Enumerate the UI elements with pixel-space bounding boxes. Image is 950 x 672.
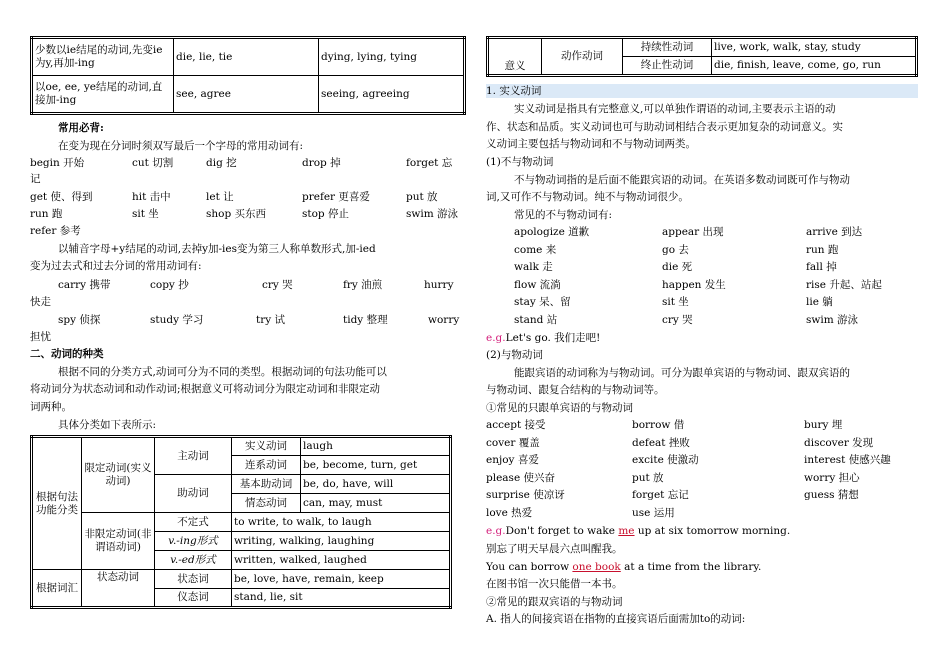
eg-highlight: me: [618, 525, 635, 537]
word-item: cry 哭: [662, 314, 693, 326]
word-item: dig 挖: [206, 157, 237, 169]
ed-example: written, walked, laughed: [232, 551, 451, 570]
double-intro: 在变为现在分词时须双写最后一个字母的常用动词有:: [58, 140, 304, 152]
word-item: stand 站: [514, 314, 558, 326]
word-item: lie 躺: [806, 296, 833, 309]
eg-translation: 在图书馆一次只能借一本书。: [486, 578, 623, 590]
word-item: die 死: [662, 261, 693, 274]
word-item: happen 发生: [662, 278, 726, 291]
heading-intransitive: (1)不与物动词: [486, 156, 554, 168]
word-item: run 跑: [806, 243, 839, 256]
heading-transitive: (2)与物动词: [486, 349, 543, 361]
result-cell: seeing, agreeing: [319, 76, 465, 114]
infinitive-cell: 不定式: [155, 513, 232, 532]
word-item: tidy 整理: [343, 314, 388, 326]
word-item: worry 担心: [804, 471, 860, 484]
section2-p2: 将动词分为状态动词和动作动词;根据意义可将动词分为限定动词和非限定动: [30, 383, 381, 395]
para: 常见的不与物动词有:: [514, 209, 613, 221]
eg-label: e.g.: [486, 332, 506, 344]
eg-text: You can borrow: [486, 561, 573, 573]
word-item: go 去: [662, 243, 689, 256]
word-item: prefer 更喜爱: [302, 191, 370, 203]
table-row: [32, 76, 465, 114]
group-lexical-cell: 根据词汇: [32, 570, 82, 608]
word-item: study 学习: [150, 314, 204, 326]
word-item: hit 击中: [132, 191, 171, 203]
word-item: cry 哭: [262, 279, 293, 291]
word-item: hurry: [424, 279, 454, 291]
main-verb-cell: 主动词: [155, 437, 232, 475]
word-item: fall 掉: [806, 261, 837, 274]
heading-to-verbs: A. 指人的间接宾语在指物的直接宾语后面需加to的动词:: [486, 613, 746, 625]
verb-classification-table: [30, 435, 452, 609]
para: 作、状态和品质。实义动词也可与助动词相结合表示更加复杂的动词意义。实: [486, 121, 843, 133]
ing-cell: v.-ing形式: [155, 532, 232, 551]
word-item: walk 走: [514, 261, 553, 274]
section2-p4: 具体分类如下表所示:: [58, 419, 157, 431]
eg-translation: 别忘了明天早晨六点叫醒我。: [486, 543, 623, 555]
basic-aux-cell: 基本助动词: [232, 475, 301, 494]
word-item: please 使兴奋: [486, 471, 555, 484]
word-item: apologize 道歉: [514, 226, 590, 238]
para: 义动词主要包括与物动词和不与物动词两类。: [486, 138, 696, 150]
word-item: excite 使激动: [632, 454, 699, 467]
word-item: swim 游泳: [806, 314, 859, 326]
word-item: use 运用: [632, 507, 675, 519]
word-item: sit 坐: [132, 208, 159, 220]
rule-cell: 少数以ie结尾的动词,先变ie为y,再加-ing: [32, 38, 174, 76]
table-row: [32, 437, 451, 456]
word-item: carry 携带: [58, 279, 111, 291]
word-item: stay 呆、留: [514, 296, 571, 309]
word-item: forget 忘: [406, 157, 453, 169]
word-item: forget 忘记: [632, 489, 689, 502]
word-item: put 放: [406, 191, 438, 203]
state-cell: 状态词: [155, 570, 232, 589]
eg-highlight: one book: [572, 561, 621, 573]
example-line: [486, 560, 761, 574]
state-verb-cell: 状态动词: [82, 570, 155, 608]
word-item: drop 掉: [302, 157, 341, 169]
ed-cell: v.-ed形式: [155, 551, 232, 570]
action-verb-table: [486, 36, 918, 77]
word-item: accept 接受: [486, 419, 546, 431]
eg-text: Let's go. 我们走吧!: [505, 332, 601, 344]
word-item: spy 侦探: [58, 314, 101, 326]
notional-cell: 实义动词: [232, 437, 301, 456]
must-memorize-heading: 常用必背:: [58, 122, 104, 134]
modal-cell: 情态动词: [232, 494, 301, 513]
rule-cell: 以oe, ee, ye结尾的动词,直接加-ing: [32, 76, 174, 114]
table-row: [32, 38, 465, 76]
meaning-cell: 意义: [488, 38, 542, 76]
word-item: discover 发现: [804, 436, 874, 449]
terminative-example: die, finish, leave, come, go, run: [712, 57, 917, 76]
word-item: rise 升起、站起: [806, 278, 882, 291]
word-item: worry: [428, 314, 460, 326]
word-item: stop 停止: [302, 208, 349, 220]
ing-example: writing, walking, laughing: [232, 532, 451, 551]
manner-example: stand, lie, sit: [232, 589, 451, 608]
word-item: surprise 使凉讶: [486, 489, 565, 502]
word-row: 担忧: [30, 331, 51, 343]
word-item: appear 出现: [662, 226, 724, 238]
aux-cell: 助动词: [155, 475, 232, 513]
ie-ing-table: [30, 36, 466, 115]
heading-double-object: ②常见的跟双宾语的与物动词: [486, 596, 623, 608]
table-row: [32, 513, 451, 532]
word-item: bury 埋: [804, 419, 843, 431]
manner-cell: 仪态词: [155, 589, 232, 608]
word-item: let 让: [206, 191, 234, 203]
group-syntax-cell: 根据句法功能分类: [32, 437, 82, 570]
word-item: copy 抄: [150, 279, 189, 291]
example-cell: see, agree: [174, 76, 319, 114]
word-item: interest 使感兴趣: [804, 454, 891, 467]
word-item: shop 买东西: [206, 208, 267, 220]
notional-example: laugh: [301, 437, 451, 456]
para: 实义动词是指具有完整意义,可以单独作谓语的动词,主要表示主语的动: [514, 103, 836, 115]
word-item: borrow 借: [632, 419, 685, 431]
word-item: run 跑: [30, 208, 63, 220]
table-row: [32, 570, 451, 589]
word-item: guess 猜想: [804, 489, 859, 502]
eg-label: e.g.: [486, 525, 506, 537]
word-item: cover 覆盖: [486, 436, 540, 449]
y-intro-line2: 变为过去式和过去分词的常用动词有:: [30, 260, 202, 272]
action-verb-cell: 动作动词: [542, 38, 623, 76]
table-row: [488, 38, 917, 57]
section2-p3: 词两种。: [30, 401, 72, 413]
nonfinite-cell: 非限定动词(非谓语动词): [82, 513, 155, 570]
para: 与物动词、跟复合结构的与物动词等。: [486, 384, 665, 396]
linking-example: be, become, turn, get: [301, 456, 451, 475]
para: 词,又可作不与物动词。纯不与物动词很少。: [486, 191, 689, 203]
word-item: love 热爱: [486, 507, 533, 519]
heading-notional-verbs: 1. 实义动词: [486, 84, 918, 98]
word-row: refer 参考: [30, 225, 81, 237]
word-item: flow 流淌: [514, 278, 561, 291]
word-item: get 使、得到: [30, 191, 93, 203]
word-item: swim 游泳: [406, 208, 459, 220]
section2-p1: 根据不同的分类方式,动词可分为不同的类型。根据动词的句法功能可以: [58, 366, 387, 378]
durative-example: live, work, walk, stay, study: [712, 38, 917, 57]
word-item: fry 油煎: [343, 279, 383, 291]
linking-cell: 连系动词: [232, 456, 301, 475]
word-item: defeat 挫败: [632, 436, 690, 449]
word-item: enjoy 喜爱: [486, 454, 539, 467]
heading-single-object: ①常见的只跟单宾语的与物动词: [486, 402, 633, 414]
example-cell: die, lie, tie: [174, 38, 319, 76]
word-item: arrive 到达: [806, 226, 863, 238]
eg-text: up at six tomorrow morning.: [634, 525, 791, 537]
eg-text: at a time from the library.: [620, 561, 762, 573]
para: 能跟宾语的动词称为与物动词。可分为跟单宾语的与物动词、跟双宾语的: [514, 367, 850, 379]
word-item: sit 坐: [662, 296, 689, 309]
section2-title: 二、动词的种类: [30, 348, 104, 360]
finite-cell: 限定动词(实义动词): [82, 437, 155, 513]
word-row: 记: [30, 173, 41, 185]
example-line: [486, 524, 790, 538]
infinitive-example: to write, to walk, to laugh: [232, 513, 451, 532]
para: 不与物动词指的是后面不能跟宾语的动词。在英语多数动词既可作与物动: [514, 174, 850, 186]
modal-example: can, may, must: [301, 494, 451, 513]
word-row: 快走: [30, 296, 51, 308]
durative-cell: 持续性动词: [623, 38, 712, 57]
terminative-cell: 终止性动词: [623, 57, 712, 76]
word-item: try 试: [256, 314, 286, 326]
example-line: [486, 331, 600, 345]
word-item: begin 开始: [30, 157, 85, 169]
eg-text: Don't forget to wake: [505, 525, 619, 537]
result-cell: dying, lying, tying: [319, 38, 465, 76]
word-item: come 来: [514, 243, 557, 256]
basic-aux-example: be, do, have, will: [301, 475, 451, 494]
state-example: be, love, have, remain, keep: [232, 570, 451, 589]
word-item: put 放: [632, 471, 664, 484]
y-intro-line1: 以辅音字母+y结尾的动词,去掉y加-ies变为第三人称单数形式,加-ied: [58, 243, 376, 255]
word-item: cut 切割: [132, 157, 174, 169]
